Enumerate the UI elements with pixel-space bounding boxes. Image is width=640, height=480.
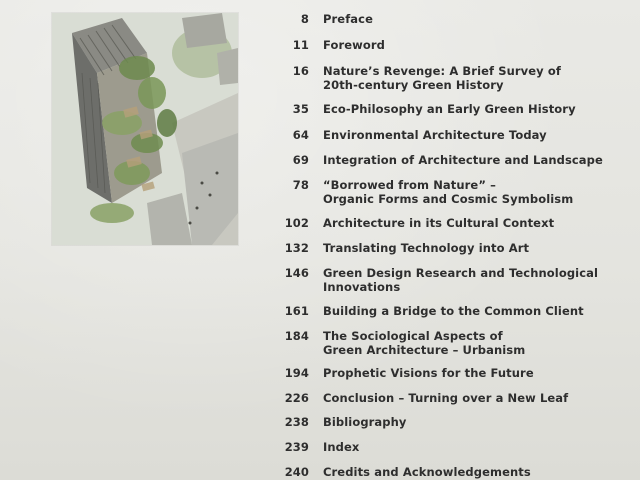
toc-title-line: Prophetic Visions for the Future xyxy=(323,366,534,380)
toc-title-line: Green Architecture – Urbanism xyxy=(323,343,526,357)
toc-title-line: The Sociological Aspects of xyxy=(323,329,503,343)
toc-chapter-title xyxy=(323,102,623,116)
toc-chapter-title xyxy=(323,241,623,255)
toc-title-line: Environmental Architecture Today xyxy=(323,128,547,142)
toc-title-line: Foreword xyxy=(323,38,385,52)
toc-chapter-title xyxy=(323,128,623,142)
toc-page-number: 184 xyxy=(284,329,309,343)
toc-chapter-title xyxy=(323,266,623,294)
toc-page-number: 240 xyxy=(284,465,309,479)
toc-chapter-title xyxy=(323,178,623,206)
toc-chapter-title xyxy=(323,329,623,357)
toc-chapter-title xyxy=(323,12,623,26)
toc-chapter-title xyxy=(323,216,623,230)
toc-page-number: 8 xyxy=(300,12,309,26)
toc-page-number: 11 xyxy=(292,38,309,52)
toc-page-number: 161 xyxy=(284,304,309,318)
toc-title-line: 20th-century Green History xyxy=(323,78,504,92)
toc-chapter-title xyxy=(323,304,623,318)
toc-page-number: 132 xyxy=(284,241,309,255)
toc-page-number: 146 xyxy=(284,266,309,280)
toc-title-line: Bibliography xyxy=(323,415,407,429)
toc-title-line: Translating Technology into Art xyxy=(323,241,530,255)
aerial-building-drawing xyxy=(52,13,238,245)
toc-chapter-title xyxy=(323,391,623,405)
toc-title-line: Innovations xyxy=(323,280,401,294)
toc-page-number: 102 xyxy=(284,216,309,230)
toc-title-line: Credits and Acknowledgements xyxy=(323,465,531,479)
toc-title-line: Green Design Research and Technological xyxy=(323,266,599,280)
toc-title-line: Integration of Architecture and Landscape xyxy=(323,153,603,167)
toc-title-line: Architecture in its Cultural Context xyxy=(323,216,555,230)
toc-title-line: Preface xyxy=(323,12,373,26)
toc-chapter-title xyxy=(323,415,623,429)
toc-chapter-title xyxy=(323,440,623,454)
toc-title-line: Index xyxy=(323,440,360,454)
toc-chapter-title xyxy=(323,64,623,92)
toc-title-line: Conclusion – Turning over a New Leaf xyxy=(323,391,569,405)
toc-page-number: 16 xyxy=(292,64,309,78)
toc-page-number: 239 xyxy=(284,440,309,454)
toc-page-number: 78 xyxy=(292,178,309,192)
toc-title-line: Nature’s Revenge: A Brief Survey of xyxy=(323,64,561,78)
toc-title-line: Eco-Philosophy an Early Green History xyxy=(323,102,576,116)
toc-chapter-title xyxy=(323,465,623,479)
toc-page-number: 64 xyxy=(292,128,309,142)
toc-chapter-title xyxy=(323,153,623,167)
toc-title-line: “Borrowed from Nature” – xyxy=(323,178,496,192)
toc-page-number: 35 xyxy=(292,102,309,116)
toc-chapter-title xyxy=(323,38,623,52)
toc-page-number: 194 xyxy=(284,366,309,380)
toc-page-number: 238 xyxy=(284,415,309,429)
toc-title-line: Building a Bridge to the Common Client xyxy=(323,304,584,318)
architectural-illustration xyxy=(52,13,238,245)
toc-page-number: 226 xyxy=(284,391,309,405)
toc-chapter-title xyxy=(323,366,623,380)
toc-page-number: 69 xyxy=(292,153,309,167)
toc-title-line: Organic Forms and Cosmic Symbolism xyxy=(323,192,574,206)
